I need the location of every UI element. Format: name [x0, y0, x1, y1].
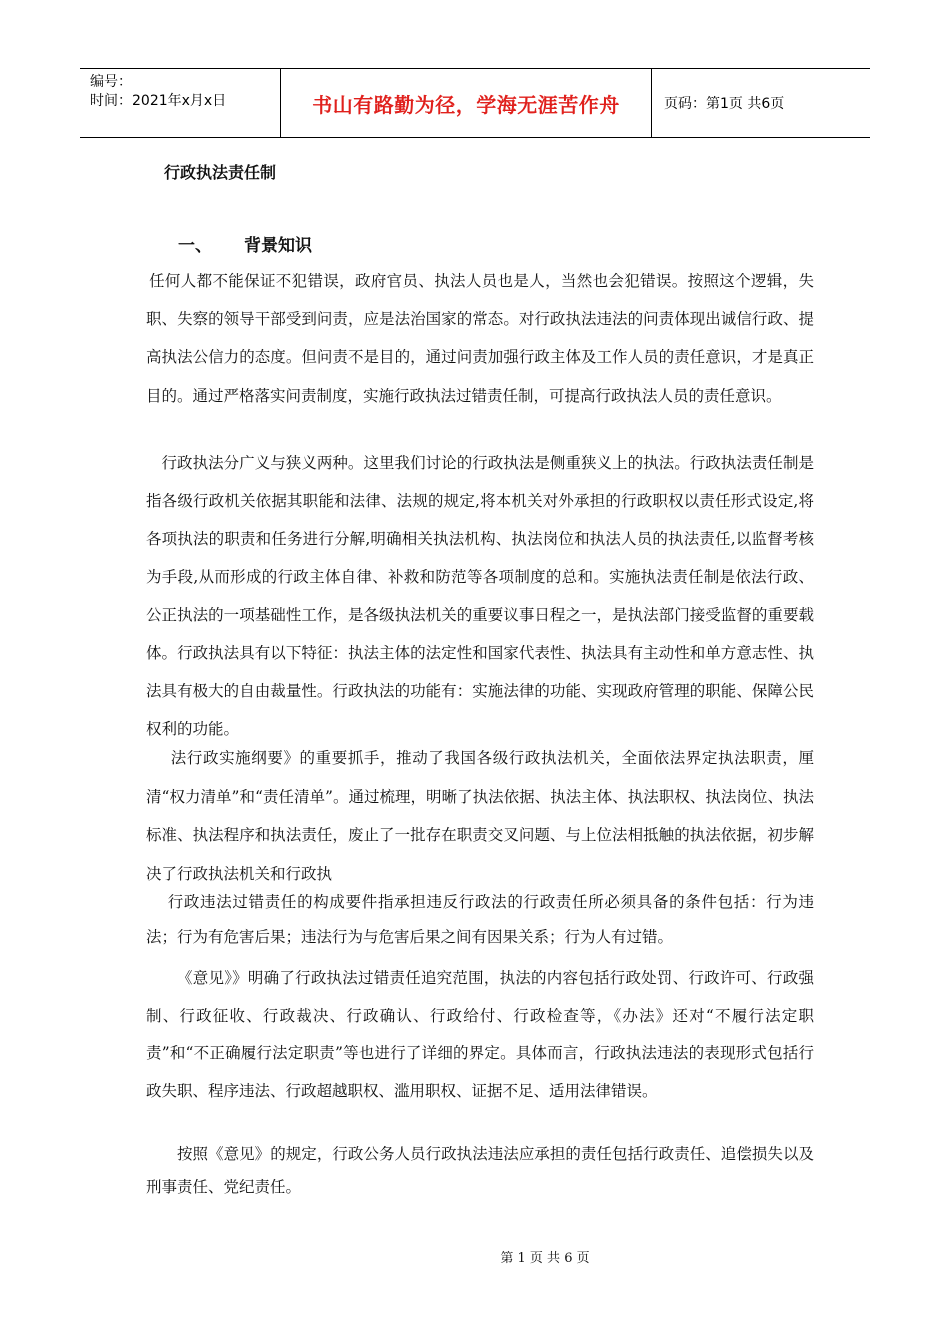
serial-number-label: 编号：	[90, 74, 132, 90]
paragraph-4: 行政违法过错责任的构成要件指承担违反行政法的行政责任所必须具备的条件包括：行为违法；行为有危害后果；违法行为与危害后果之间有因果关系；行为人有过错。	[146, 893, 814, 946]
section-title: 背景知识	[244, 236, 312, 256]
paragraph-5: 《意见》》明确了行政执法过错责任追究范围，执法的内容包括行政处罚、行政许可、行政强制、行政征收、行政裁决、行政确认、行政给付、行政检查等，《办法》还对“不履行法定职责”和“不正确履行法定职责”等也进行了详细的界定。具体而言，行政执法违法的表现形式包括行政失职、程序违法、行政超越职权、滥用职权、证据不足、适用法律错误。	[146, 969, 814, 1100]
header-page-info: 页码：第1页 共6页	[664, 96, 785, 112]
date-label: 时间：2021年x月x日	[90, 93, 227, 109]
page-footer: 第 1 页 共 6 页	[500, 1251, 590, 1266]
section-heading	[178, 231, 312, 256]
header-meta-cell	[80, 69, 281, 137]
paragraph-2: 行政执法分广义与狭义两种。这里我们讨论的行政执法是侧重狭义上的执法。行政执法责任制是指各级行政机关依据其职能和法律、法规的规定,将本机关对外承担的行政职权以责任形式设定,将各项执法的职责和任务进行分解,明确相关执法机构、执法岗位和执法人员的执法责任,以监督考核为手段,从而形成的行政主体自律、补救和防范等各项制度的总和。实施执法责任制是依法行政、公正执法的一项基础性工作，是各级执法机关的重要议事日程之一，是执法部门接受监督的重要载体。行政执法具有以下特征：执法主体的法定性和国家代表性、执法具有主动性和单方意志性、执法具有极大的自由裁量性。行政执法的功能有：实施法律的功能、实现政府管理的职能、保障公民权利的功能。	[146, 454, 814, 738]
header-motto: 书山有路勤为径，学海无涯苦作舟	[281, 69, 652, 137]
paragraph-1: 任何人都不能保证不犯错误，政府官员、执法人员也是人，当然也会犯错误。按照这个逻辑，失职、失察的领导干部受到问责，应是法治国家的常态。对行政执法违法的问责体现出诚信行政、提高执法公信力的态度。但问责不是目的，通过问责加强行政主体及工作人员的责任意识，才是真正目的。通过严格落实问责制度，实施行政执法过错责任制，可提高行政执法人员的责任意识。	[146, 272, 814, 405]
paragraph-6: 按照《意见》的规定，行政公务人员行政执法违法应承担的责任包括行政责任、追偿损失以及刑事责任、党纪责任。	[146, 1145, 814, 1196]
section-number: 一、	[178, 236, 212, 256]
paragraph-3: 法行政实施纲要》的重要抓手，推动了我国各级行政执法机关，全面依法界定执法职责，厘清“权力清单”和“责任清单”。通过梳理，明晰了执法依据、执法主体、执法职权、执法岗位、执法标准、执法程序和执法责任，废止了一批存在职责交叉问题、与上位法相抵触的执法依据，初步解决了行政执法机关和行政执	[146, 749, 814, 883]
document-header	[80, 68, 870, 138]
document-title: 行政执法责任制	[164, 163, 277, 182]
